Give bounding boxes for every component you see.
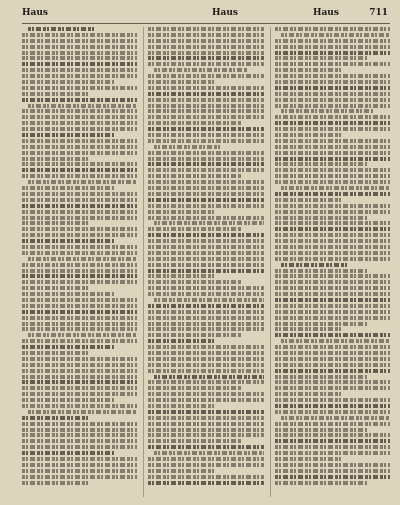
text-line (275, 227, 390, 231)
text-line (22, 457, 137, 461)
text-line (148, 168, 263, 172)
text-line (275, 304, 390, 308)
text-line (22, 216, 137, 220)
text-line (275, 162, 367, 166)
text-line (148, 428, 263, 432)
text-line (22, 115, 137, 119)
text-line (148, 269, 263, 273)
text-line (148, 80, 215, 84)
text-line (148, 257, 263, 261)
text-line (22, 145, 137, 149)
text-line (22, 51, 137, 55)
text-line (275, 386, 390, 390)
header-left-running-head: Haus (22, 8, 48, 18)
text-line (22, 221, 89, 225)
text-line (275, 410, 390, 414)
text-line (148, 251, 263, 255)
text-line (275, 445, 390, 449)
text-line (22, 98, 137, 102)
text-line (275, 139, 390, 143)
text-line (28, 27, 95, 31)
text-line (281, 109, 373, 113)
text-line (22, 239, 114, 243)
text-line (22, 233, 137, 237)
text-line (148, 404, 215, 408)
text-line (275, 210, 390, 214)
text-line (22, 92, 89, 96)
text-line (28, 104, 137, 108)
text-line (22, 263, 137, 267)
text-line (148, 439, 240, 443)
text-line (275, 145, 390, 149)
text-line (275, 433, 390, 437)
text-line (22, 439, 137, 443)
text-line (148, 345, 263, 349)
text-line (148, 463, 263, 467)
text-line (22, 127, 137, 131)
text-line (148, 398, 263, 402)
text-line (148, 369, 263, 373)
text-line (148, 475, 263, 479)
text-line (281, 416, 390, 420)
text-line (148, 316, 263, 320)
text-line (22, 380, 137, 384)
text-line (22, 428, 137, 432)
text-line (281, 186, 390, 190)
text-column-1 (22, 27, 137, 497)
text-line (148, 62, 263, 66)
text-line (148, 51, 263, 55)
text-line (22, 174, 137, 178)
text-line (22, 298, 137, 302)
text-line (275, 298, 390, 302)
text-line (148, 322, 263, 326)
text-line (22, 133, 114, 137)
text-line (22, 80, 114, 84)
text-line (148, 433, 263, 437)
text-line (22, 198, 137, 202)
text-line (22, 345, 114, 349)
text-line (148, 121, 240, 125)
text-line (275, 168, 390, 172)
text-line (148, 386, 240, 390)
text-line (281, 339, 390, 343)
text-line (275, 392, 342, 396)
text-line (275, 469, 390, 473)
text-line (275, 45, 390, 49)
text-line (148, 56, 263, 60)
header-middle-running-head: Haus (212, 8, 238, 18)
text-line (148, 74, 263, 78)
text-line (22, 422, 137, 426)
text-line (148, 139, 263, 143)
text-line (275, 56, 367, 60)
text-line (22, 292, 114, 296)
text-line (22, 451, 114, 455)
text-line (154, 375, 263, 379)
text-line (148, 380, 263, 384)
text-line (22, 322, 137, 326)
text-line (148, 245, 263, 249)
text-line (148, 410, 263, 414)
text-line (148, 39, 263, 43)
text-line (22, 375, 137, 379)
text-line (148, 86, 263, 90)
text-line (275, 180, 390, 184)
text-line (22, 445, 137, 449)
text-line (148, 339, 215, 343)
text-line (22, 251, 137, 255)
text-line (275, 333, 390, 337)
text-line (275, 345, 390, 349)
text-line (148, 151, 263, 155)
text-line (22, 56, 137, 60)
text-line (22, 433, 137, 437)
text-line (275, 127, 390, 131)
text-line (275, 363, 390, 367)
text-line (148, 204, 263, 208)
text-line (148, 109, 263, 113)
text-line (275, 74, 390, 78)
text-line (148, 133, 263, 137)
text-line (22, 269, 137, 273)
text-line (22, 316, 137, 320)
text-line (275, 457, 342, 461)
text-line (22, 280, 137, 284)
text-line (148, 115, 263, 119)
text-line (148, 98, 263, 102)
text-line (22, 245, 137, 249)
text-line (22, 74, 137, 78)
text-line (275, 380, 390, 384)
text-line (22, 404, 137, 408)
text-line (148, 280, 240, 284)
text-line (275, 151, 390, 155)
text-line (148, 304, 263, 308)
text-line (148, 274, 215, 278)
text-line (22, 151, 137, 155)
text-line (148, 227, 240, 231)
text-line (275, 257, 390, 261)
text-line (148, 445, 263, 449)
text-line (22, 386, 137, 390)
text-line (148, 27, 263, 31)
header-rule (22, 23, 390, 24)
text-line (148, 392, 263, 396)
text-line (275, 351, 390, 355)
text-line (275, 439, 390, 443)
text-line (275, 86, 390, 90)
text-line (275, 481, 367, 485)
text-line (22, 121, 137, 125)
text-line (275, 322, 367, 326)
text-line (28, 257, 137, 261)
text-line (148, 174, 240, 178)
text-line (148, 239, 263, 243)
text-line (22, 168, 137, 172)
text-line (275, 463, 390, 467)
page-number: 711 (369, 8, 388, 18)
text-line (22, 339, 137, 343)
text-line (275, 316, 390, 320)
text-line (148, 351, 263, 355)
text-line (22, 62, 137, 66)
text-line (148, 327, 263, 331)
text-line (148, 33, 263, 37)
text-line (22, 227, 137, 231)
text-line (148, 45, 263, 49)
text-line (275, 422, 390, 426)
text-line (22, 469, 137, 473)
text-line (22, 481, 89, 485)
text-line (275, 204, 390, 208)
text-line (22, 274, 137, 278)
text-line (22, 363, 137, 367)
text-line (22, 310, 137, 314)
text-line (275, 115, 390, 119)
text-line (22, 398, 114, 402)
text-line (22, 327, 137, 331)
text-line (22, 39, 137, 43)
header-right (313, 8, 388, 18)
text-line (275, 157, 390, 161)
text-line (148, 333, 240, 337)
text-line (28, 333, 137, 337)
text-line (22, 463, 137, 467)
text-line (22, 186, 114, 190)
text-line (154, 298, 263, 302)
text-line (148, 422, 263, 426)
page-header (22, 8, 388, 22)
text-line (148, 186, 263, 190)
text-line (275, 251, 390, 255)
text-line (275, 92, 390, 96)
text-column-3 (270, 27, 390, 497)
text-line (275, 104, 390, 108)
text-line (22, 475, 137, 479)
text-line (275, 245, 390, 249)
text-line (22, 210, 137, 214)
text-line (22, 68, 137, 72)
text-line (275, 327, 342, 331)
text-line (154, 68, 246, 72)
text-column-2 (143, 27, 263, 497)
text-line (22, 157, 89, 161)
text-line (148, 292, 263, 296)
text-line (148, 192, 263, 196)
text-line (22, 286, 89, 290)
text-line (22, 351, 89, 355)
text-line (148, 162, 263, 166)
text-line (281, 33, 390, 37)
text-line (275, 51, 390, 55)
text-line (22, 369, 137, 373)
text-line (148, 210, 215, 214)
text-line (275, 233, 390, 237)
text-line (148, 469, 215, 473)
text-line (148, 481, 263, 485)
text-line (148, 233, 263, 237)
text-line (275, 428, 367, 432)
text-line (275, 398, 390, 402)
text-line (22, 204, 137, 208)
text-line (275, 475, 390, 479)
header-right-running-head: Haus (312, 8, 339, 18)
text-line (275, 62, 390, 66)
text-line (154, 221, 263, 225)
text-line (22, 139, 137, 143)
text-line (22, 86, 137, 90)
text-line (148, 198, 263, 202)
text-line (275, 451, 390, 455)
text-line (22, 162, 137, 166)
text-line (275, 280, 390, 284)
text-line (275, 174, 390, 178)
text-line (275, 121, 390, 125)
text-line (28, 180, 137, 184)
text-line (22, 357, 137, 361)
text-line (148, 286, 263, 290)
text-line (148, 127, 263, 131)
text-line (275, 198, 342, 202)
text-line (275, 221, 390, 225)
text-line (275, 404, 390, 408)
text-line (148, 263, 263, 267)
text-line (28, 410, 137, 414)
text-line (275, 216, 367, 220)
text-line (275, 292, 390, 296)
text-line (148, 310, 263, 314)
text-line (148, 180, 263, 184)
text-line (148, 457, 263, 461)
text-line (22, 192, 137, 196)
text-line (148, 157, 263, 161)
text-line (22, 392, 137, 396)
text-line (148, 104, 263, 108)
text-line (148, 416, 263, 420)
text-line (275, 98, 390, 102)
text-line (281, 263, 348, 267)
text-line (154, 451, 263, 455)
text-line (22, 416, 89, 420)
text-line (22, 304, 137, 308)
text-line (275, 27, 390, 31)
text-line (275, 269, 367, 273)
text-line (275, 274, 390, 278)
text-line (275, 375, 367, 379)
text-line (154, 145, 221, 149)
text-line (275, 286, 390, 290)
text-line (275, 192, 390, 196)
text-line (22, 33, 137, 37)
text-line (148, 357, 263, 361)
text-line (148, 216, 263, 220)
text-line (275, 80, 390, 84)
text-line (275, 310, 390, 314)
text-line (275, 357, 390, 361)
text-line (22, 109, 137, 113)
text-line (22, 45, 137, 49)
text-line (275, 39, 390, 43)
text-line (148, 363, 263, 367)
text-line (275, 369, 390, 373)
text-line (275, 133, 342, 137)
text-columns (22, 27, 390, 497)
text-line (275, 68, 342, 72)
text-line (148, 92, 263, 96)
text-line (275, 239, 390, 243)
